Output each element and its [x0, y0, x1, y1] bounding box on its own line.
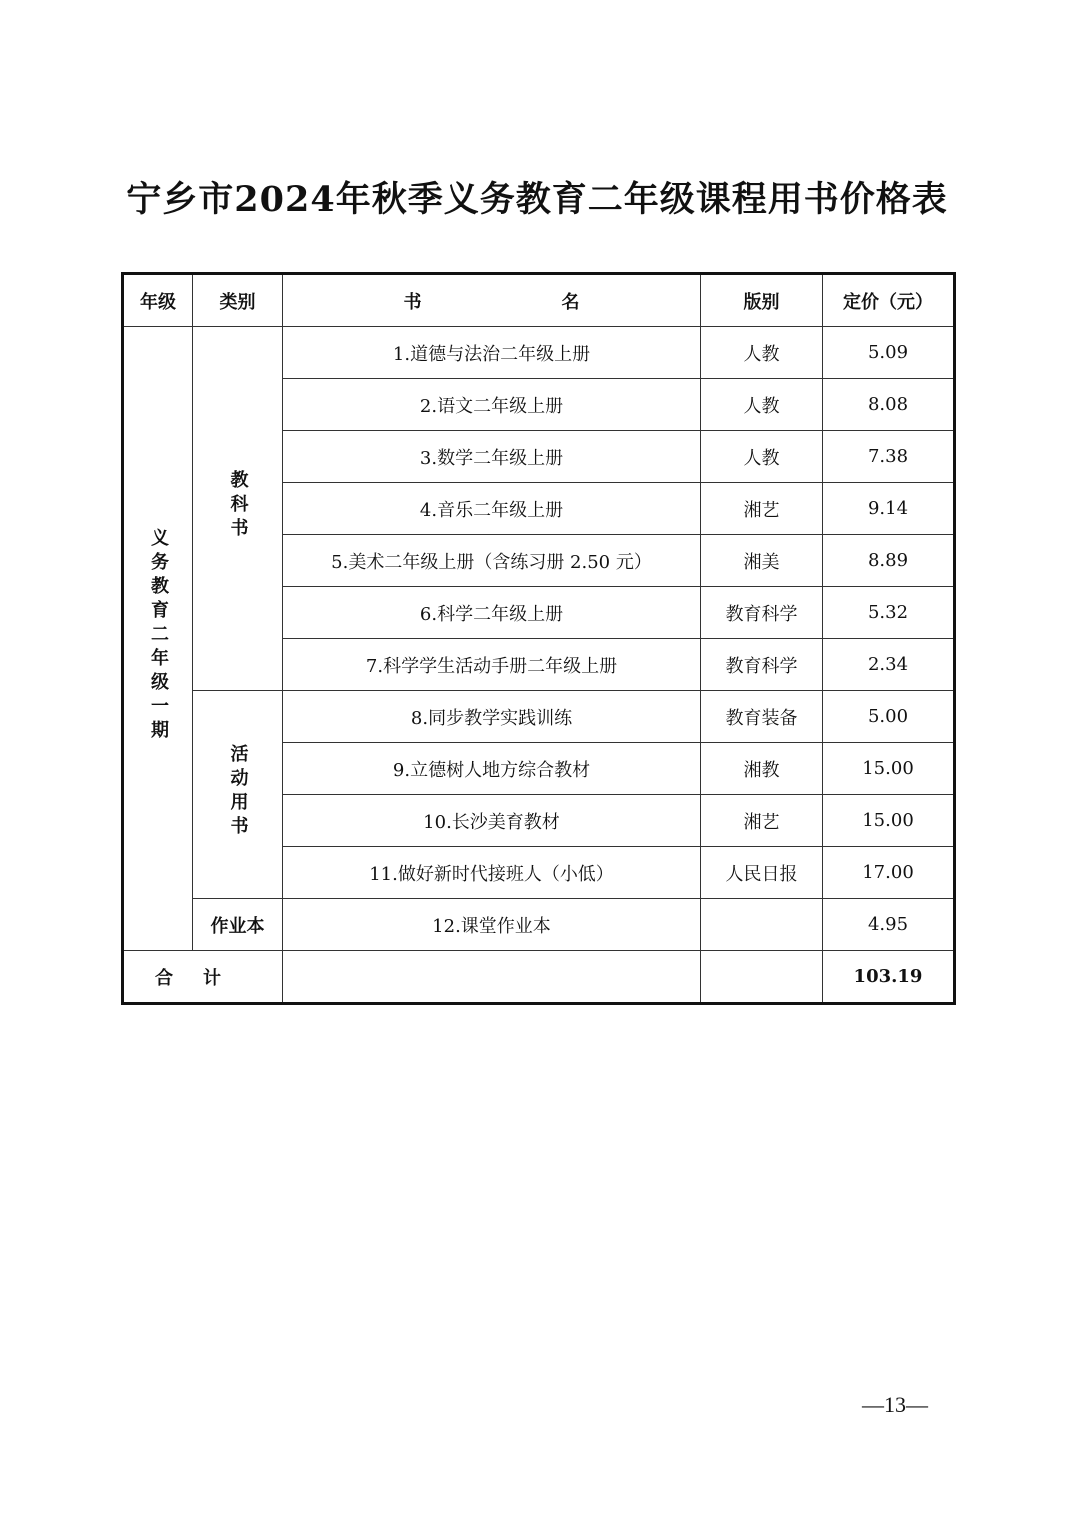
- book-name: 4.音乐二年级上册: [283, 483, 701, 535]
- category-activity-cell: [193, 691, 283, 899]
- book-edition: 湘教: [701, 743, 823, 795]
- table-row: [123, 899, 955, 951]
- price-table: [121, 272, 956, 1005]
- book-price: 9.14: [823, 483, 955, 535]
- header-price: 定价（元）: [823, 274, 955, 327]
- book-price: 5.00: [823, 691, 955, 743]
- book-edition: 人教: [701, 431, 823, 483]
- category-activity: 活动用书: [227, 744, 249, 840]
- book-name: 8.同步教学实践训练: [283, 691, 701, 743]
- total-empty-name: [283, 951, 701, 1004]
- book-name: 1.道德与法治二年级上册: [283, 327, 701, 379]
- book-price: 4.95: [823, 899, 955, 951]
- header-row: [123, 274, 955, 327]
- book-price: 8.08: [823, 379, 955, 431]
- book-price: 17.00: [823, 847, 955, 899]
- header-edition: 版别: [701, 274, 823, 327]
- book-edition: 湘艺: [701, 483, 823, 535]
- total-empty-edition: [701, 951, 823, 1004]
- book-edition: 教育科学: [701, 639, 823, 691]
- total-row: [123, 951, 955, 1004]
- book-name: 11.做好新时代接班人（小低）: [283, 847, 701, 899]
- book-price: 2.34: [823, 639, 955, 691]
- header-book-name: [283, 274, 701, 327]
- book-name: 7.科学学生活动手册二年级上册: [283, 639, 701, 691]
- book-edition: 教育科学: [701, 587, 823, 639]
- table-row: [123, 327, 955, 379]
- grade-label: 义务教育二年级一期: [148, 528, 169, 744]
- book-edition: 湘艺: [701, 795, 823, 847]
- page-number: —13—: [862, 1392, 928, 1417]
- header-book-name-right: 名: [561, 291, 580, 313]
- book-edition: 人教: [701, 327, 823, 379]
- header-grade: 年级: [123, 274, 193, 327]
- book-price: 15.00: [823, 743, 955, 795]
- book-name: 3.数学二年级上册: [283, 431, 701, 483]
- book-name: 2.语文二年级上册: [283, 379, 701, 431]
- book-name: 10.长沙美育教材: [283, 795, 701, 847]
- grade-cell: [123, 327, 193, 951]
- document-title: 宁乡市2024年秋季义务教育二年级课程用书价格表: [126, 179, 948, 220]
- header-category: 类别: [193, 274, 283, 327]
- book-edition: 人教: [701, 379, 823, 431]
- book-name: 6.科学二年级上册: [283, 587, 701, 639]
- category-textbook: 教科书: [227, 470, 249, 542]
- book-price: 5.32: [823, 587, 955, 639]
- book-name: 5.美术二年级上册（含练习册 2.50 元）: [283, 535, 701, 587]
- total-value: 103.19: [823, 951, 955, 1004]
- book-name: 12.课堂作业本: [283, 899, 701, 951]
- category-homework: 作业本: [193, 899, 283, 951]
- book-edition: 湘美: [701, 535, 823, 587]
- book-price: 8.89: [823, 535, 955, 587]
- book-edition: 教育装备: [701, 691, 823, 743]
- book-edition: 人民日报: [701, 847, 823, 899]
- book-name: 9.立德树人地方综合教材: [283, 743, 701, 795]
- book-price: 15.00: [823, 795, 955, 847]
- total-label: 合计: [123, 951, 283, 1004]
- header-book-name-left: 书: [403, 291, 422, 313]
- category-textbook-cell: [193, 327, 283, 691]
- book-price: 5.09: [823, 327, 955, 379]
- book-edition: [701, 899, 823, 951]
- book-price: 7.38: [823, 431, 955, 483]
- table-row: [123, 691, 955, 743]
